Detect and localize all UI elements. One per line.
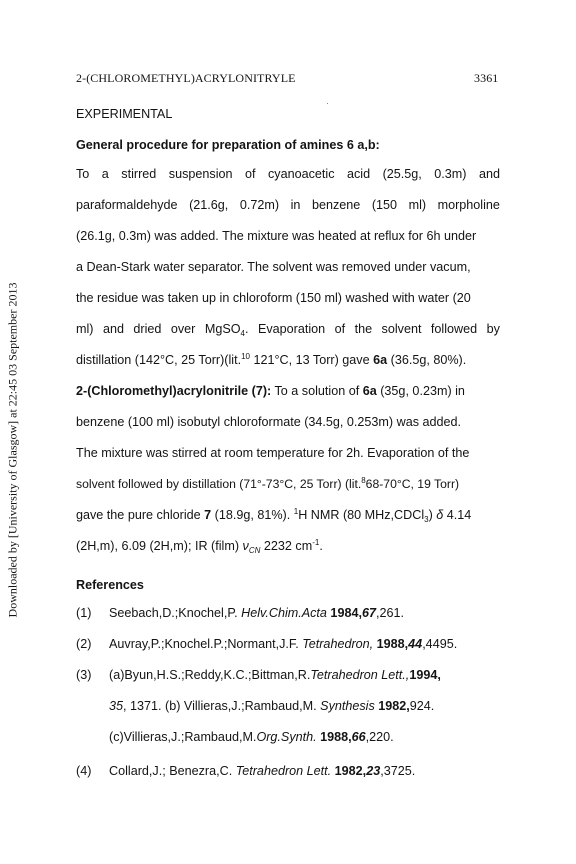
mgso4-formula: MgSO$_4$. — [204, 322, 249, 338]
procedure-line-6: ml) and dried over MgSO$_4$. Evaporation of the solvent followed by — [76, 322, 500, 338]
chloro-heading: 2-(Chloromethyl)acrylonitrile (7): — [76, 384, 272, 398]
reference-1-text: Seebach,D.;Knochel,P. Helv.Chim.Acta 1984,67,261. — [109, 606, 404, 620]
download-side-note-text: Downloaded by [University of Glasgow] at 22:45 03 September 2013 — [5, 282, 20, 618]
reference-1: (1) — [76, 606, 92, 620]
running-head-title: 2-(CHLOROMETHYL)ACRYLONITRYLE — [76, 71, 296, 85]
reference-3-line-2: 35, 1371. (b) Villieras,J.;Rambaud,M. Synthesis 1982,924. — [109, 699, 435, 713]
compound-6a: 6a — [373, 353, 388, 367]
chloro-line-3: The mixture was stirred at room temperature for 2h. Evaporation of the — [76, 446, 470, 460]
reference-4-text: Collard,J.; Benezra,C. Tetrahedron Lett. 1982,23,3725. — [109, 764, 416, 778]
reference-3: (3) — [76, 668, 92, 682]
reference-3-line-3: (c)Villieras,J.;Rambaud,M.Org.Synth. 1988,66,220. — [109, 730, 394, 744]
procedure-line-3: (26.1g, 0.3m) was added. The mixture was heated at reflux for 6h under — [76, 229, 477, 243]
procedure-line-5: the residue was taken up in chloroform (150 ml) washed with water (20 — [76, 291, 471, 305]
reference-3-text: (a)Byun,H.S.;Reddy,K.C.;Bittman,R.Tetrahedron Lett.,1994, — [109, 668, 441, 682]
procedure-line-2: paraformaldehyde (21.6g, 0.72m) in benzene (150 ml) morpholine — [76, 198, 500, 212]
chloro-line-6: (2H,m), 6.09 (2H,m); IR (film) $\nu_{CN}$ 2232 $cm^{-1}$. — [76, 538, 323, 555]
chloro-line-5: gave the pure chloride 7 (18.9g, 81%). $^1$H NMR (80 MHz,CDCl$_3$) δ 4.14 — [76, 507, 472, 524]
references-heading: References — [76, 578, 144, 592]
stray-dot — [327, 103, 328, 104]
nu-symbol: ν — [242, 539, 249, 553]
procedure-heading: General procedure for preparation of amines 6 a,b: — [76, 138, 380, 152]
procedure-line-7: distillation (142°C, 25 Torr)(lit.$^{10}$ 121°C, 13 Torr) gave 6a (36.5g, 80%). — [76, 352, 467, 367]
download-side-note — [1, 240, 25, 660]
citation-8: 8 — [361, 476, 366, 485]
page-number: 3361 — [474, 71, 499, 85]
chloro-line-1: 2-(Chloromethyl)acrylonitrile (7): To a solution of 6a (35g, 0.23m) in — [76, 384, 465, 398]
citation-10: 10 — [241, 352, 250, 361]
compound-6a-ref: 6a — [362, 384, 377, 398]
delta-symbol: δ — [436, 508, 444, 522]
chloro-line-2: benzene (100 ml) isobutyl chloroformate (34.5g, 0.253m) was added. — [76, 415, 462, 429]
compound-7: 7 — [204, 508, 212, 522]
procedure-line-1: To a stirred suspension of cyanoacetic acid (25.5g, 0.3m) and — [76, 167, 500, 181]
reference-2-text: Auvray,P.;Knochel.P.;Normant,J.F. Tetrahedron, 1988,44,4495. — [109, 637, 458, 651]
procedure-line-4: a Dean-Stark water separator. The solvent was removed under vacum, — [76, 260, 471, 274]
section-title: EXPERIMENTAL — [76, 107, 173, 121]
chloro-line-4: solvent followed by distillation (71°-73°C, 25 Torr) (lit.$^8$68-70°C, 19 Torr) — [76, 476, 460, 491]
reference-4: (4) — [76, 764, 92, 778]
reference-2: (2) — [76, 637, 92, 651]
